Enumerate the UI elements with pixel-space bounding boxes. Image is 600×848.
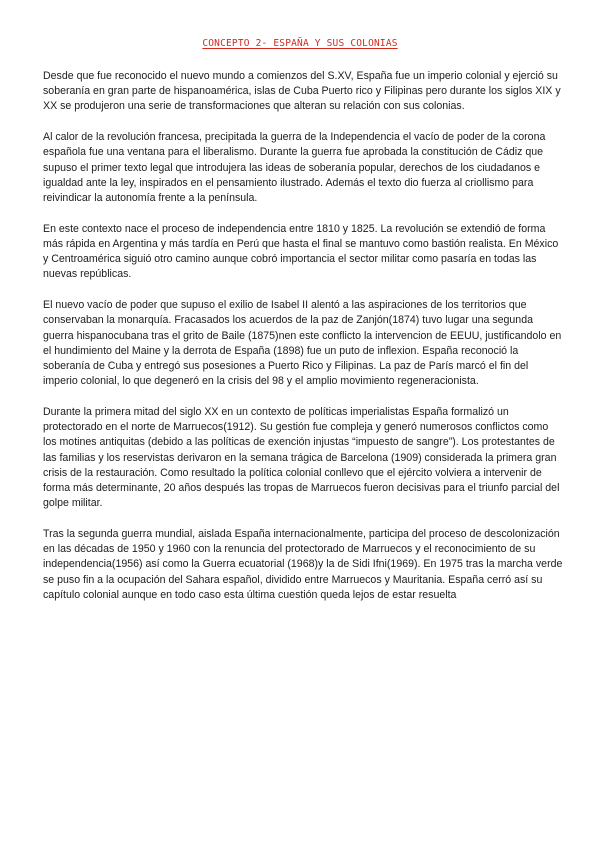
paragraph-6: Tras la segunda guerra mundial, aislada España internacionalmente, participa del proceso de descolonización en las décadas de 1950 y 1960 con la renuncia del protectorado de Marruecos y el reconocimiento de su independencia(1956) así como la Guerra ecuatorial (1968)y la de Sidi Ifni(1969). En 1975 tras la marcha verde se puso fin a la ocupación del Sahara español, dividido entre Marruecos y Mauritania. España cerró así su capítulo colonial aunque en todo caso esta última cuestión queda lejos de estar resuelta (43, 528, 563, 601)
document-body (43, 69, 563, 619)
document-title: CONCEPTO 2- ESPAÑA Y SUS COLONIAS (202, 38, 398, 49)
paragraph-3: En este contexto nace el proceso de independencia entre 1810 y 1825. La revolución se extendió de forma más rápida en Argentina y más tardía en Perú que hasta el final se mantuvo como bastión realista. En México y Centroamérica siguió otro camino aunque cobró importancia el sector militar como pasaría en todas las nuevas repúblicas. (43, 222, 559, 281)
paragraph-4: El nuevo vacío de poder que supuso el exilio de Isabel II alentó a las aspiraciones de los territorios que conservaban la monarquía. Fracasados los acuerdos de la paz de Zanjón(1874) tuvo lugar una segunda guerra hispanocubana tras el grito de Baile (1875)nen este conflicto la intervencion de EEUU, justificandolo en el hundimiento del Maine y la derrota de España (1898) fue un puto de inflexion. España reconoció la soberanía de Cuba y entregó sus posesiones a Puerto Rico y Filipinas. La paz de París marcó el fin del imperio colonial, lo que degeneró en la crisis del 98 y el amplio movimiento regeneracionista. (43, 299, 562, 388)
paragraph-1: Desde que fue reconocido el nuevo mundo a comienzos del S.XV, España fue un imperio colonial y ejerció su soberanía en gran parte de hispanoamérica, islas de Cuba Puerto rico y Filipinas pero durante los siglos XIX y XX se produjeron una serie de transformaciones que alteran su relación con sus colonias. (43, 70, 561, 113)
paragraph-2: Al calor de la revolución francesa, precipitada la guerra de la Independencia el vacío de poder de la corona española fue una ventana para el liberalismo. Durante la guerra fue aprobada la constitución de Cádiz que supuso el primer texto legal que introdujera las ideas de soberanía popular, derechos de los ciudadanos e igualdad ante la ley, inspirados en el pensamiento ilustrado. Además el texto dio fuerza al criollismo para reivindicar la autonomía frente a la península. (43, 131, 546, 205)
paragraph-5: Durante la primera mitad del siglo XX en un contexto de políticas imperialistas España formalizó un protectorado en el norte de Marruecos(1912). Su gestión fue compleja y generó numerosos conflictos como los motines antiquitas (debido a las políticas de exención injustas “impuesto de sangre”). Los protestantes de las familias y los reservistas derivaron en la semana trágica de Barcelona (1909) considerada la primera gran crisis de la restauración. Como resultado la política colonial conllevo que el ejército volviera a intervenir de forma más determinante, 20 años después las tropas de Marruecos fueron decisivas para el triunfo parcial del golpe militar. (43, 406, 560, 510)
